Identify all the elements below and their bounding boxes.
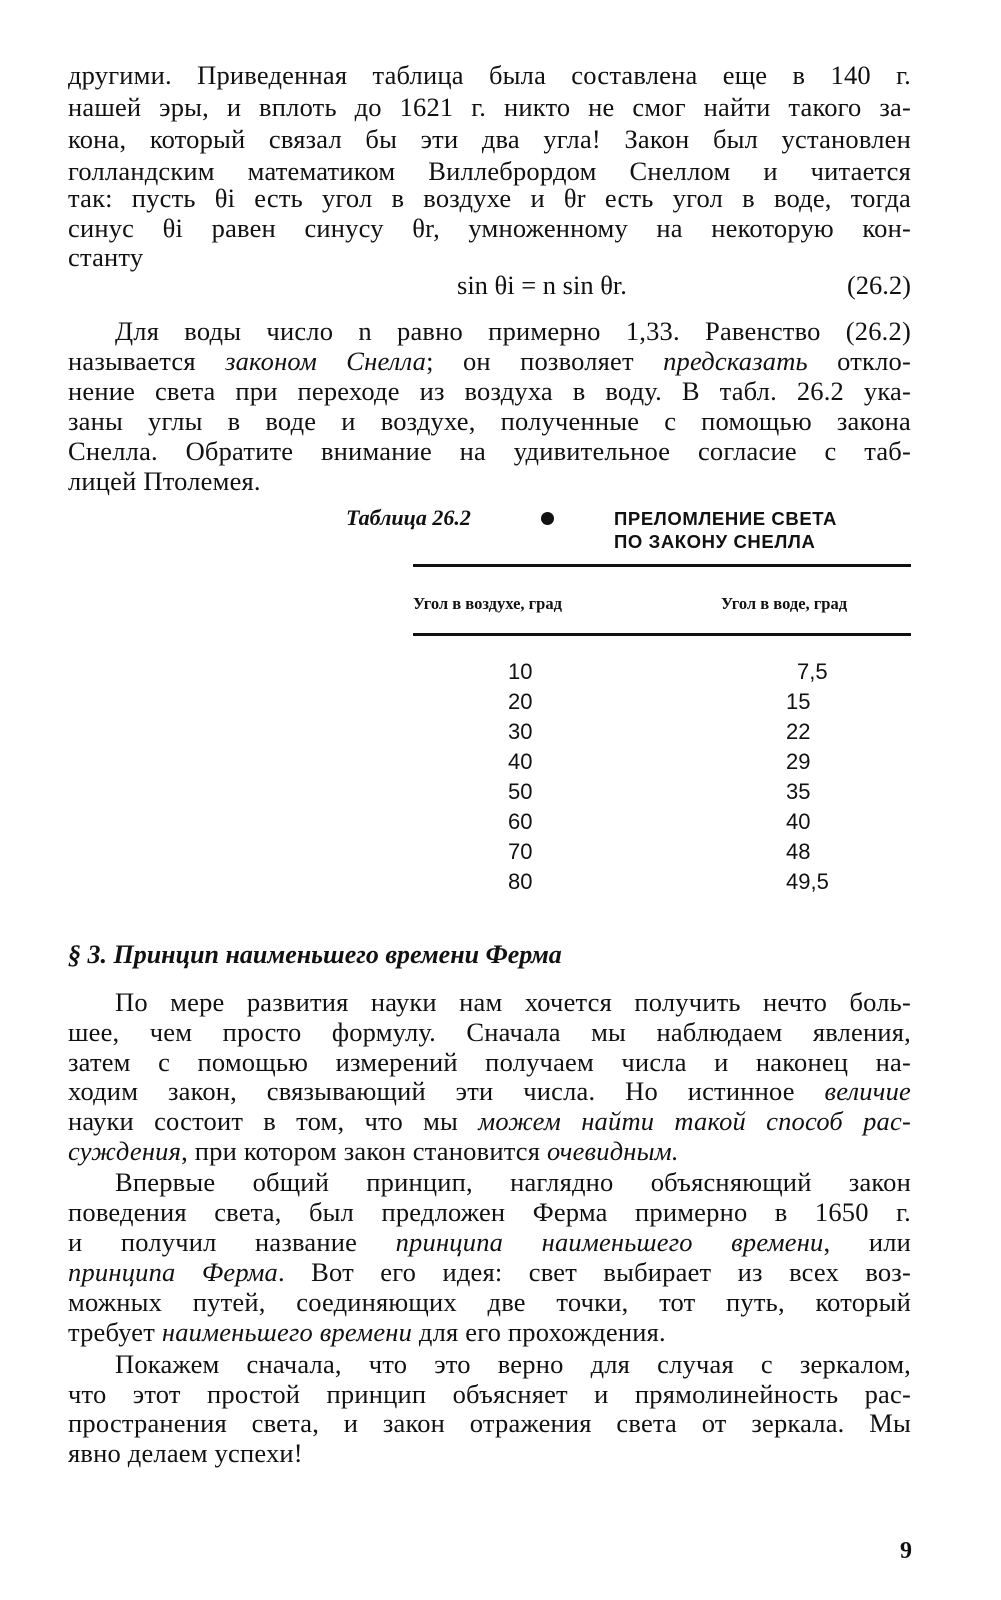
table-top-rule xyxy=(413,564,911,567)
paragraph-line: станту xyxy=(68,242,144,272)
table-cell-water: 22 xyxy=(786,719,811,744)
bullet-dot xyxy=(541,512,554,525)
paragraph-line: шее, чем просто формулу. Сначала мы наблюдаем явления, xyxy=(68,1017,911,1047)
paragraph-line: называется законом Снелла; он позволяет предсказать откло- xyxy=(68,346,911,376)
paragraph-line: Впервые общий принцип, наглядно объясняющий закон xyxy=(115,1167,911,1197)
paragraph-line: лицей Птолемея. xyxy=(68,466,261,496)
paragraph-line: принципа Ферма. Вот его идея: свет выбирает из всех воз- xyxy=(68,1257,911,1287)
paragraph-line: затем с помощью измерений получаем числа и наконец на- xyxy=(68,1047,911,1077)
equation-expression: sin θi = n sin θr. xyxy=(457,270,627,300)
paragraph-line: науки состоит в том, что мы можем найти такой способ рас- xyxy=(68,1106,911,1136)
paragraph-line: нашей эры, и вплоть до 1621 г. никто не смог найти такого за- xyxy=(68,92,911,122)
table-cell-water: 7,5 xyxy=(797,659,828,684)
paragraph-line: поведения света, был предложен Ферма примерно в 1650 г. xyxy=(68,1197,911,1227)
paragraph-line: синус θi равен синусу θr, умноженному на некоторую кон- xyxy=(68,213,911,243)
table-cell-air: 20 xyxy=(508,689,533,714)
paragraph-line: нение света при переходе из воздуха в воду. В табл. 26.2 ука- xyxy=(68,376,911,406)
table-cell-water: 15 xyxy=(786,689,811,714)
paragraph-line: и получил название принципа наименьшего времени, или xyxy=(68,1227,912,1257)
equation xyxy=(68,270,911,300)
paragraph-line: кона, который связал бы эти два угла! Закон был установлен xyxy=(68,124,911,154)
paragraph-line: голландским математиком Виллебрордом Снеллом и читается xyxy=(68,156,911,186)
table-cell-water: 49,5 xyxy=(786,869,829,894)
table-cell-water: 40 xyxy=(786,809,811,834)
paragraph-line: другими. Приведенная таблица была составлена еще в 140 г. xyxy=(68,60,911,90)
page-number: 9 xyxy=(900,1538,912,1564)
section-heading: § 3. Принцип наименьшего времени Ферма xyxy=(68,940,562,969)
table-header-rule xyxy=(413,633,911,636)
table-title: ПО ЗАКОНУ СНЕЛЛА xyxy=(614,531,816,552)
table-cell-air: 60 xyxy=(508,809,533,834)
table-header-air: Угол в воздухе, град xyxy=(413,594,562,613)
paragraph-line: что этот простой принцип объясняет и прямолинейность рас- xyxy=(68,1379,911,1409)
paragraph-line: Покажем сначала, что это верно для случая с зеркалом, xyxy=(115,1349,911,1379)
table-cell-air: 40 xyxy=(508,749,533,774)
table-cell-water: 29 xyxy=(786,749,811,774)
table-cell-air: 30 xyxy=(508,719,533,744)
paragraph-line: ходим закон, связывающий эти числа. Но истинное величие xyxy=(68,1076,911,1106)
paragraph-line: так: пусть θi есть угол в воздухе и θr есть угол в воде, тогда xyxy=(68,183,911,213)
table-title: ПРЕЛОМЛЕНИЕ СВЕТА xyxy=(614,508,837,529)
table-caption: Таблица 26.2 xyxy=(346,505,471,530)
paragraph-line: явно делаем успехи! xyxy=(68,1438,303,1468)
table-cell-water: 35 xyxy=(786,779,811,804)
paragraph-line: Для воды число n равно примерно 1,33. Равенство (26.2) xyxy=(115,316,911,346)
paragraph-line: суждения, при котором закон становится очевидным. xyxy=(68,1136,679,1166)
table-cell-air: 70 xyxy=(508,839,533,864)
table-header-water: Угол в воде, град xyxy=(721,594,848,613)
paragraph-line: пространения света, и закон отражения света от зеркала. Мы xyxy=(68,1408,911,1438)
table-cell-water: 48 xyxy=(786,839,811,864)
paragraph-line: заны углы в воде и воздухе, полученные с помощью закона xyxy=(68,406,911,436)
table-cell-air: 50 xyxy=(508,779,533,804)
paragraph-line: Снелла. Обратите внимание на удивительное согласие с таб- xyxy=(68,436,911,466)
paragraph-line: можных путей, соединяющих две точки, тот путь, который xyxy=(68,1287,911,1317)
paragraph-line: требует наименьшего времени для его прохождения. xyxy=(68,1317,666,1347)
equation-number: (26.2) xyxy=(846,270,911,300)
table-cell-air: 80 xyxy=(508,869,533,894)
table-cell-air: 10 xyxy=(508,659,533,684)
paragraph-line: По мере развития науки нам хочется получить нечто боль- xyxy=(115,987,911,1017)
